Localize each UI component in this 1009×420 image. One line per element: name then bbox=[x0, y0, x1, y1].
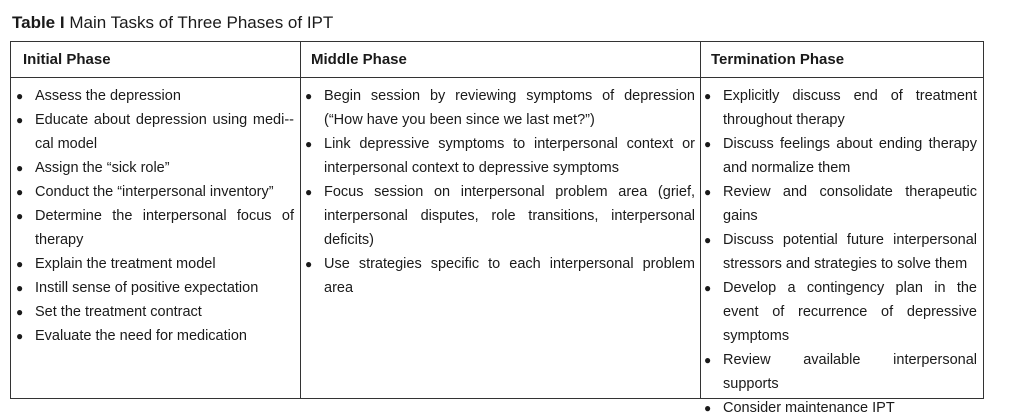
list-item bbox=[11, 156, 300, 180]
task-list-middle-phase bbox=[301, 78, 701, 300]
list-item bbox=[701, 396, 983, 420]
list-item bbox=[11, 108, 300, 156]
bullet-icon: ● bbox=[16, 89, 24, 103]
list-item-text: Focus session on interpersonal problem area (grief, interpersonal disputes, role transitions, interpersonal deficits) bbox=[324, 184, 695, 248]
list-item bbox=[701, 132, 983, 180]
bullet-icon: ● bbox=[305, 137, 313, 151]
table-caption-label: Table I bbox=[12, 13, 65, 32]
list-item-text: Set the treatment contract bbox=[35, 304, 202, 320]
bullet-icon: ● bbox=[704, 401, 712, 415]
table-caption bbox=[12, 12, 333, 34]
list-item-text: Explain the treatment model bbox=[35, 256, 216, 272]
list-item-text: Explicitly discuss end of treatment throughout therapy bbox=[723, 88, 977, 128]
list-item-text: Educate about depression using medi-cal model bbox=[35, 112, 294, 152]
bullet-icon: ● bbox=[305, 89, 313, 103]
phases-table bbox=[10, 41, 984, 416]
list-item-text: Instill sense of positive expectation bbox=[35, 280, 259, 296]
list-item bbox=[701, 276, 983, 348]
list-item bbox=[11, 324, 300, 348]
bullet-icon: ● bbox=[704, 137, 712, 151]
list-item bbox=[301, 132, 701, 180]
bullet-icon: ● bbox=[704, 281, 712, 295]
column-header-middle-phase: Middle Phase bbox=[301, 42, 701, 78]
bullet-icon: ● bbox=[16, 329, 24, 343]
list-item-text: Begin session by reviewing symptoms of depression (“How have you been since we last met?”) bbox=[324, 88, 695, 128]
bullet-icon: ● bbox=[16, 257, 24, 271]
table-caption-text: Main Tasks of Three Phases of IPT bbox=[69, 13, 334, 32]
column-initial-phase bbox=[11, 42, 300, 398]
bullet-icon: ● bbox=[704, 353, 712, 367]
list-item-text: Evaluate the need for medication bbox=[35, 328, 247, 344]
list-item-text: Link depressive symptoms to interpersonal context or interpersonal context to depressive symptoms bbox=[324, 136, 695, 176]
list-item bbox=[701, 348, 983, 396]
column-termination-phase bbox=[700, 42, 983, 416]
task-list-initial-phase bbox=[11, 78, 300, 348]
task-list-termination-phase bbox=[701, 78, 983, 420]
bullet-icon: ● bbox=[16, 113, 24, 127]
bullet-icon: ● bbox=[704, 185, 712, 199]
list-item-text: Discuss feelings about ending therapy and normalize them bbox=[723, 136, 977, 176]
bullet-icon: ● bbox=[305, 257, 313, 271]
list-item bbox=[301, 180, 701, 252]
list-item bbox=[301, 84, 701, 132]
list-item bbox=[11, 252, 300, 276]
list-item bbox=[701, 228, 983, 276]
list-item bbox=[11, 276, 300, 300]
list-item-text: Determine the interpersonal focus of therapy bbox=[35, 208, 294, 248]
column-header-initial-phase: Initial Phase bbox=[11, 42, 300, 78]
bullet-icon: ● bbox=[305, 185, 313, 199]
column-header-termination-phase: Termination Phase bbox=[701, 42, 983, 78]
bullet-icon: ● bbox=[704, 233, 712, 247]
bullet-icon: ● bbox=[16, 281, 24, 295]
list-item bbox=[701, 84, 983, 132]
bullet-icon: ● bbox=[16, 305, 24, 319]
list-item-text: Review available interpersonal supports bbox=[723, 352, 977, 392]
list-item bbox=[701, 180, 983, 228]
bullet-icon: ● bbox=[16, 161, 24, 175]
list-item-text: Use strategies specific to each interpersonal problem area bbox=[324, 256, 695, 296]
bullet-icon: ● bbox=[704, 89, 712, 103]
list-item bbox=[301, 252, 701, 300]
list-item-text: Develop a contingency plan in the event of recurrence of depressive symptoms bbox=[723, 280, 977, 344]
bullet-icon: ● bbox=[16, 209, 24, 223]
list-item bbox=[11, 84, 300, 108]
list-item-text: Discuss potential future interpersonal stressors and strategies to solve them bbox=[723, 232, 977, 272]
list-item-text: Consider maintenance IPT bbox=[723, 400, 895, 416]
bullet-icon: ● bbox=[16, 185, 24, 199]
list-item-text: Conduct the “interpersonal inventory” bbox=[35, 184, 274, 200]
column-middle-phase bbox=[300, 42, 701, 398]
list-item bbox=[11, 180, 300, 204]
list-item-text: Assess the depression bbox=[35, 88, 181, 104]
list-item bbox=[11, 204, 300, 252]
list-item bbox=[11, 300, 300, 324]
list-item-text: Review and consolidate therapeutic gains bbox=[723, 184, 977, 224]
list-item-text: Assign the “sick role” bbox=[35, 160, 170, 176]
